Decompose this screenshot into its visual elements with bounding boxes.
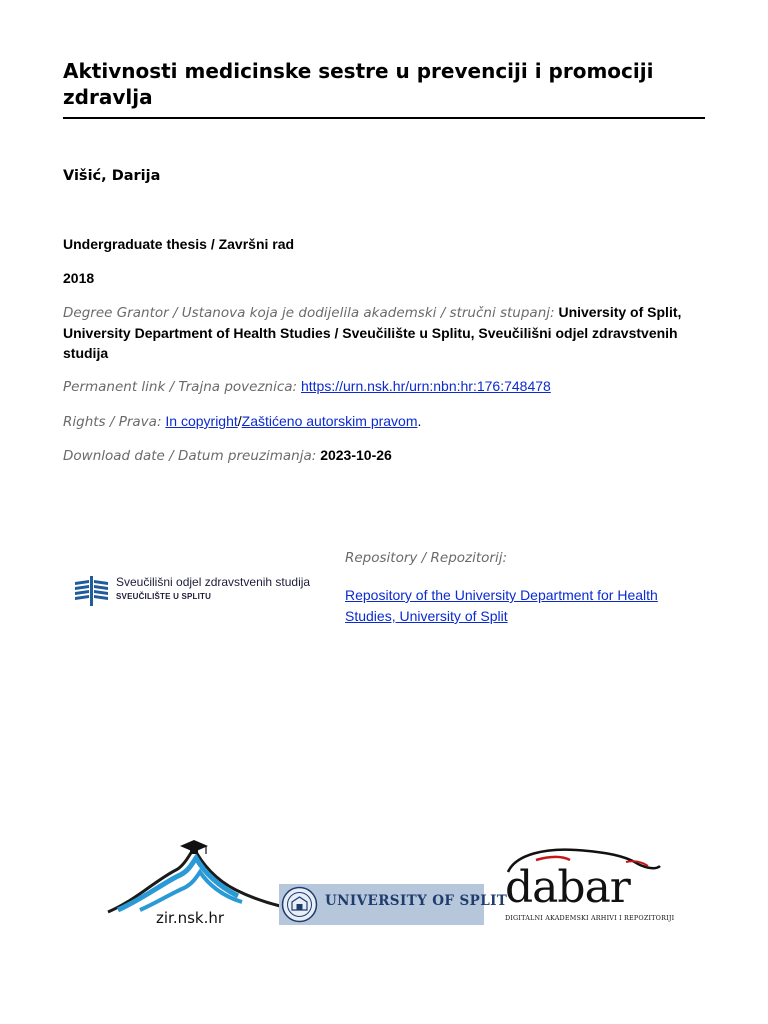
download-date-row [63,445,392,466]
zir-logo-text: zir.nsk.hr [156,909,225,927]
title-divider [63,117,705,119]
department-logo-name: Sveučilišni odjel zdravstvenih studija [116,575,311,589]
degree-grantor-label: Degree Grantor / Ustanova koja je dodijelila akademski / stručni stupanj: [63,305,555,321]
dabar-logo-subtitle: DIGITALNI AKADEMSKI ARHIVI I REPOZITORIJI [505,914,675,922]
degree-grantor-value: University of Split, University Department of Health Studies / Sveučilište u Splitu, Sveučilišni odjel zdravstvenih studija [63,304,682,361]
document-title: Aktivnosti medicinske sestre u prevenciji i promociji zdravlja [63,59,654,109]
university-of-split-text: UNIVERSITY OF SPLIT [325,893,508,909]
rights-label: Rights / Prava: [63,414,162,430]
in-copyright-link[interactable]: In copyright [165,413,238,429]
degree-grantor [63,302,698,363]
dabar-logo-text: dabar [505,862,630,913]
permanent-link-row [63,376,551,397]
graduation-cap-icon [180,840,208,854]
rights-row [63,411,421,432]
book-icon [72,574,112,610]
rights-end: . [417,413,422,429]
department-logo-sub: SVEUČILIŠTE U SPLITU [116,592,212,601]
download-date-value: 2023-10-26 [320,447,392,463]
thesis-type: Undergraduate thesis / Završni rad [63,236,295,252]
permanent-link-label: Permanent link / Trajna poveznica: [63,379,298,395]
repository-link[interactable]: Repository of the University Department for Health Studies, University of Split [345,587,658,624]
thesis-year: 2018 [63,270,95,286]
zir-mountain-logo [106,840,282,916]
university-seal-icon [281,886,318,923]
zasticeno-link[interactable]: Zaštićeno autorskim pravom [241,413,418,429]
download-date-label: Download date / Datum preuzimanja: [63,448,317,464]
author-name: Višić, Darija [63,168,161,184]
permanent-link[interactable]: https://urn.nsk.hr/urn:nbn:hr:176:748478 [300,378,551,394]
rights-separator: / [237,413,242,429]
repository-label: Repository / Repozitorij: [345,550,508,566]
